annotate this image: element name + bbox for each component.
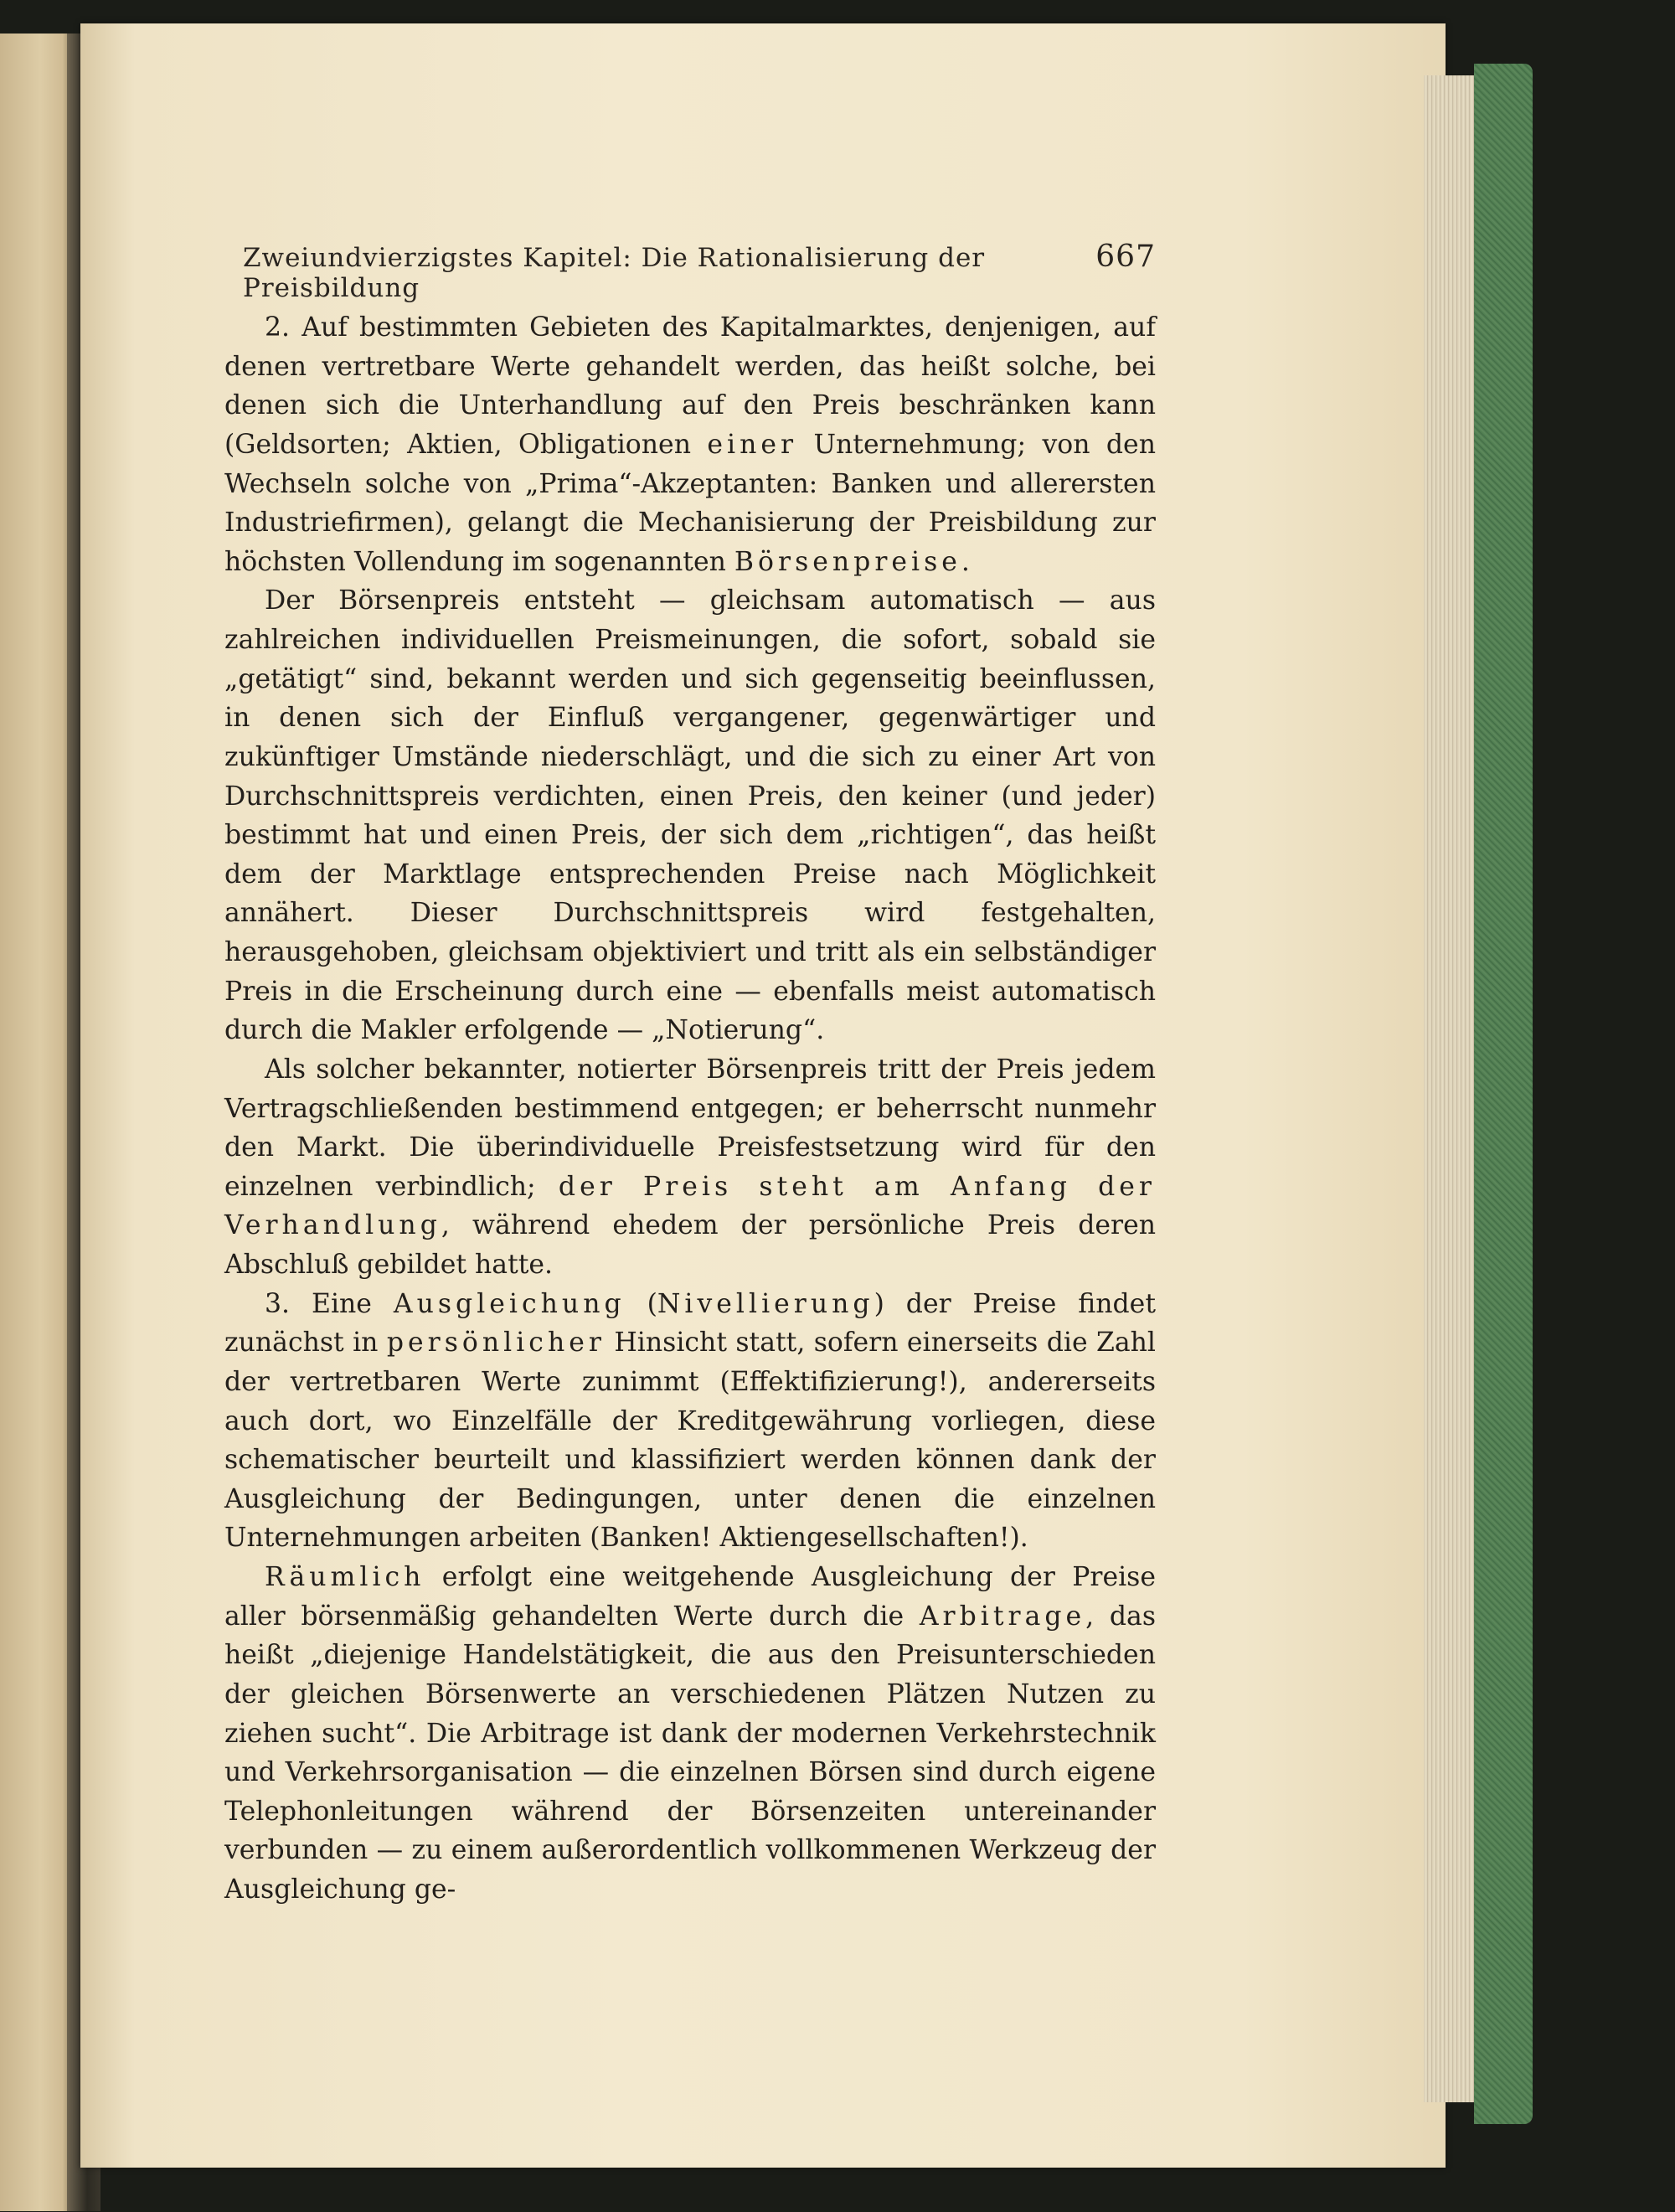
spaced-text-run: Börsenpreise <box>734 546 961 577</box>
green-cloth-cover <box>1474 64 1533 2124</box>
text-run: 3. Eine <box>265 1288 394 1319</box>
paragraph <box>224 308 1156 581</box>
text-run: ) der Preise findet zunächst in <box>224 1288 1156 1359</box>
text-run: erfolgt eine weitgehende Ausgleichung der Preise aller börsenmäßig gehandelten Werte durch die <box>224 1562 1156 1632</box>
spaced-text-run: einer <box>707 429 798 460</box>
text-run: 2. Auf bestimmten Gebieten des Kapitalmarktes, denjenigen, auf denen vertretbare Werte gehandelt werden, das heißt solche, bei denen sich die Unterhandlung auf den Preis beschränken kann (Geldsorten; Aktien, Obligationen <box>224 312 1156 460</box>
spaced-text-run: Nivellierung <box>657 1288 874 1319</box>
text-run: Hinsicht statt, sofern einerseits die Zahl der vertretbaren Werte zunimmt (Effektifizierung!), andererseits auch dort, wo Einzelfälle der Kreditgewährung vorliegen, diese schematischer beurteilt und klassifiziert werden können dank der Ausgleichung der Bedingungen, unter denen die einzelnen Unternehmungen arbeiten (Banken! Aktiengesellschaften!). <box>224 1328 1157 1554</box>
text-run: . <box>961 546 970 577</box>
text-run: , das heißt „diejenige Handelstätigkeit, die aus den Preisunterschieden der gleichen Börsenwerte an verschiedenen Plätzen Nutzen zu ziehen sucht“. Die Arbitrage ist dank der modernen Verkehrstechnik und Verkehrsorganisation — die einzelnen Börsen sind durch eigene Telephonleitungen während der Börsenzeiten untereinander verbunden — zu einem außerordentlich vollkommenen Werkzeug der Ausgleichung ge- <box>224 1601 1156 1905</box>
running-head <box>243 240 1156 303</box>
paragraph <box>224 1285 1156 1558</box>
paragraph <box>224 581 1156 1050</box>
spaced-text-run: Räumlich <box>265 1562 425 1592</box>
spaced-text-run: der Preis steht am Anfang der Verhandlung <box>224 1171 1156 1241</box>
body-text <box>224 308 1156 1910</box>
left-page-edge <box>0 34 74 2211</box>
spaced-text-run: persönlicher <box>386 1328 606 1359</box>
paragraph <box>224 1050 1156 1285</box>
page-number: 667 <box>1095 240 1156 274</box>
spaced-text-run: Ausgleichung <box>393 1288 626 1319</box>
text-run: Der Börsenpreis entsteht — gleichsam automatisch — aus zahlreichen individuellen Preismeinungen, die sofort, sobald sie „getätigt“ sind, bekannt werden und sich gegenseitig beeinflussen, in denen sich der Einfluß vergangener, gegenwärtiger und zukünftiger Umstände niederschlägt, und die sich zu einer Art von Durchschnittspreis verdichten, einen Preis, den keiner (und jeder) bestimmt hat und einen Preis, der sich dem „richtigen“, das heißt dem der Marktlage entsprechenden Preise nach Möglichkeit annähert. Dieser Durchschnittspreis wird festgehalten, herausgehoben, gleichsam objektiviert und tritt als ein selbständiger Preis in die Erscheinung durch eine — ebenfalls meist automatisch durch die Makler erfolgende — „Notierung“. <box>224 585 1156 1046</box>
text-run: Unternehmung; von den Wechseln solche von „Prima“-Akzeptanten: Banken und allerersten Industriefirmen), gelangt die Mechanisierung der Preisbildung zur höchsten Vollendung im sogenannten <box>224 429 1156 577</box>
spaced-text-run: Arbitrage <box>919 1601 1086 1632</box>
text-run: Als solcher bekannter, notierter Börsenpreis tritt der Preis jedem Vertragschließenden bestimmend entgegen; er beherrscht nunmehr den Markt. Die überindividuelle Preisfestsetzung wird für den einzelnen verbindlich; <box>224 1054 1156 1202</box>
text-run: ( <box>625 1288 657 1319</box>
paragraph <box>224 1558 1156 1910</box>
text-run: , während ehedem der persönliche Preis deren Abschluß gebildet hatte. <box>224 1210 1156 1280</box>
chapter-title: Zweiundvierzigstes Kapitel: Die Rationalisierung der Preisbildung <box>243 243 986 303</box>
